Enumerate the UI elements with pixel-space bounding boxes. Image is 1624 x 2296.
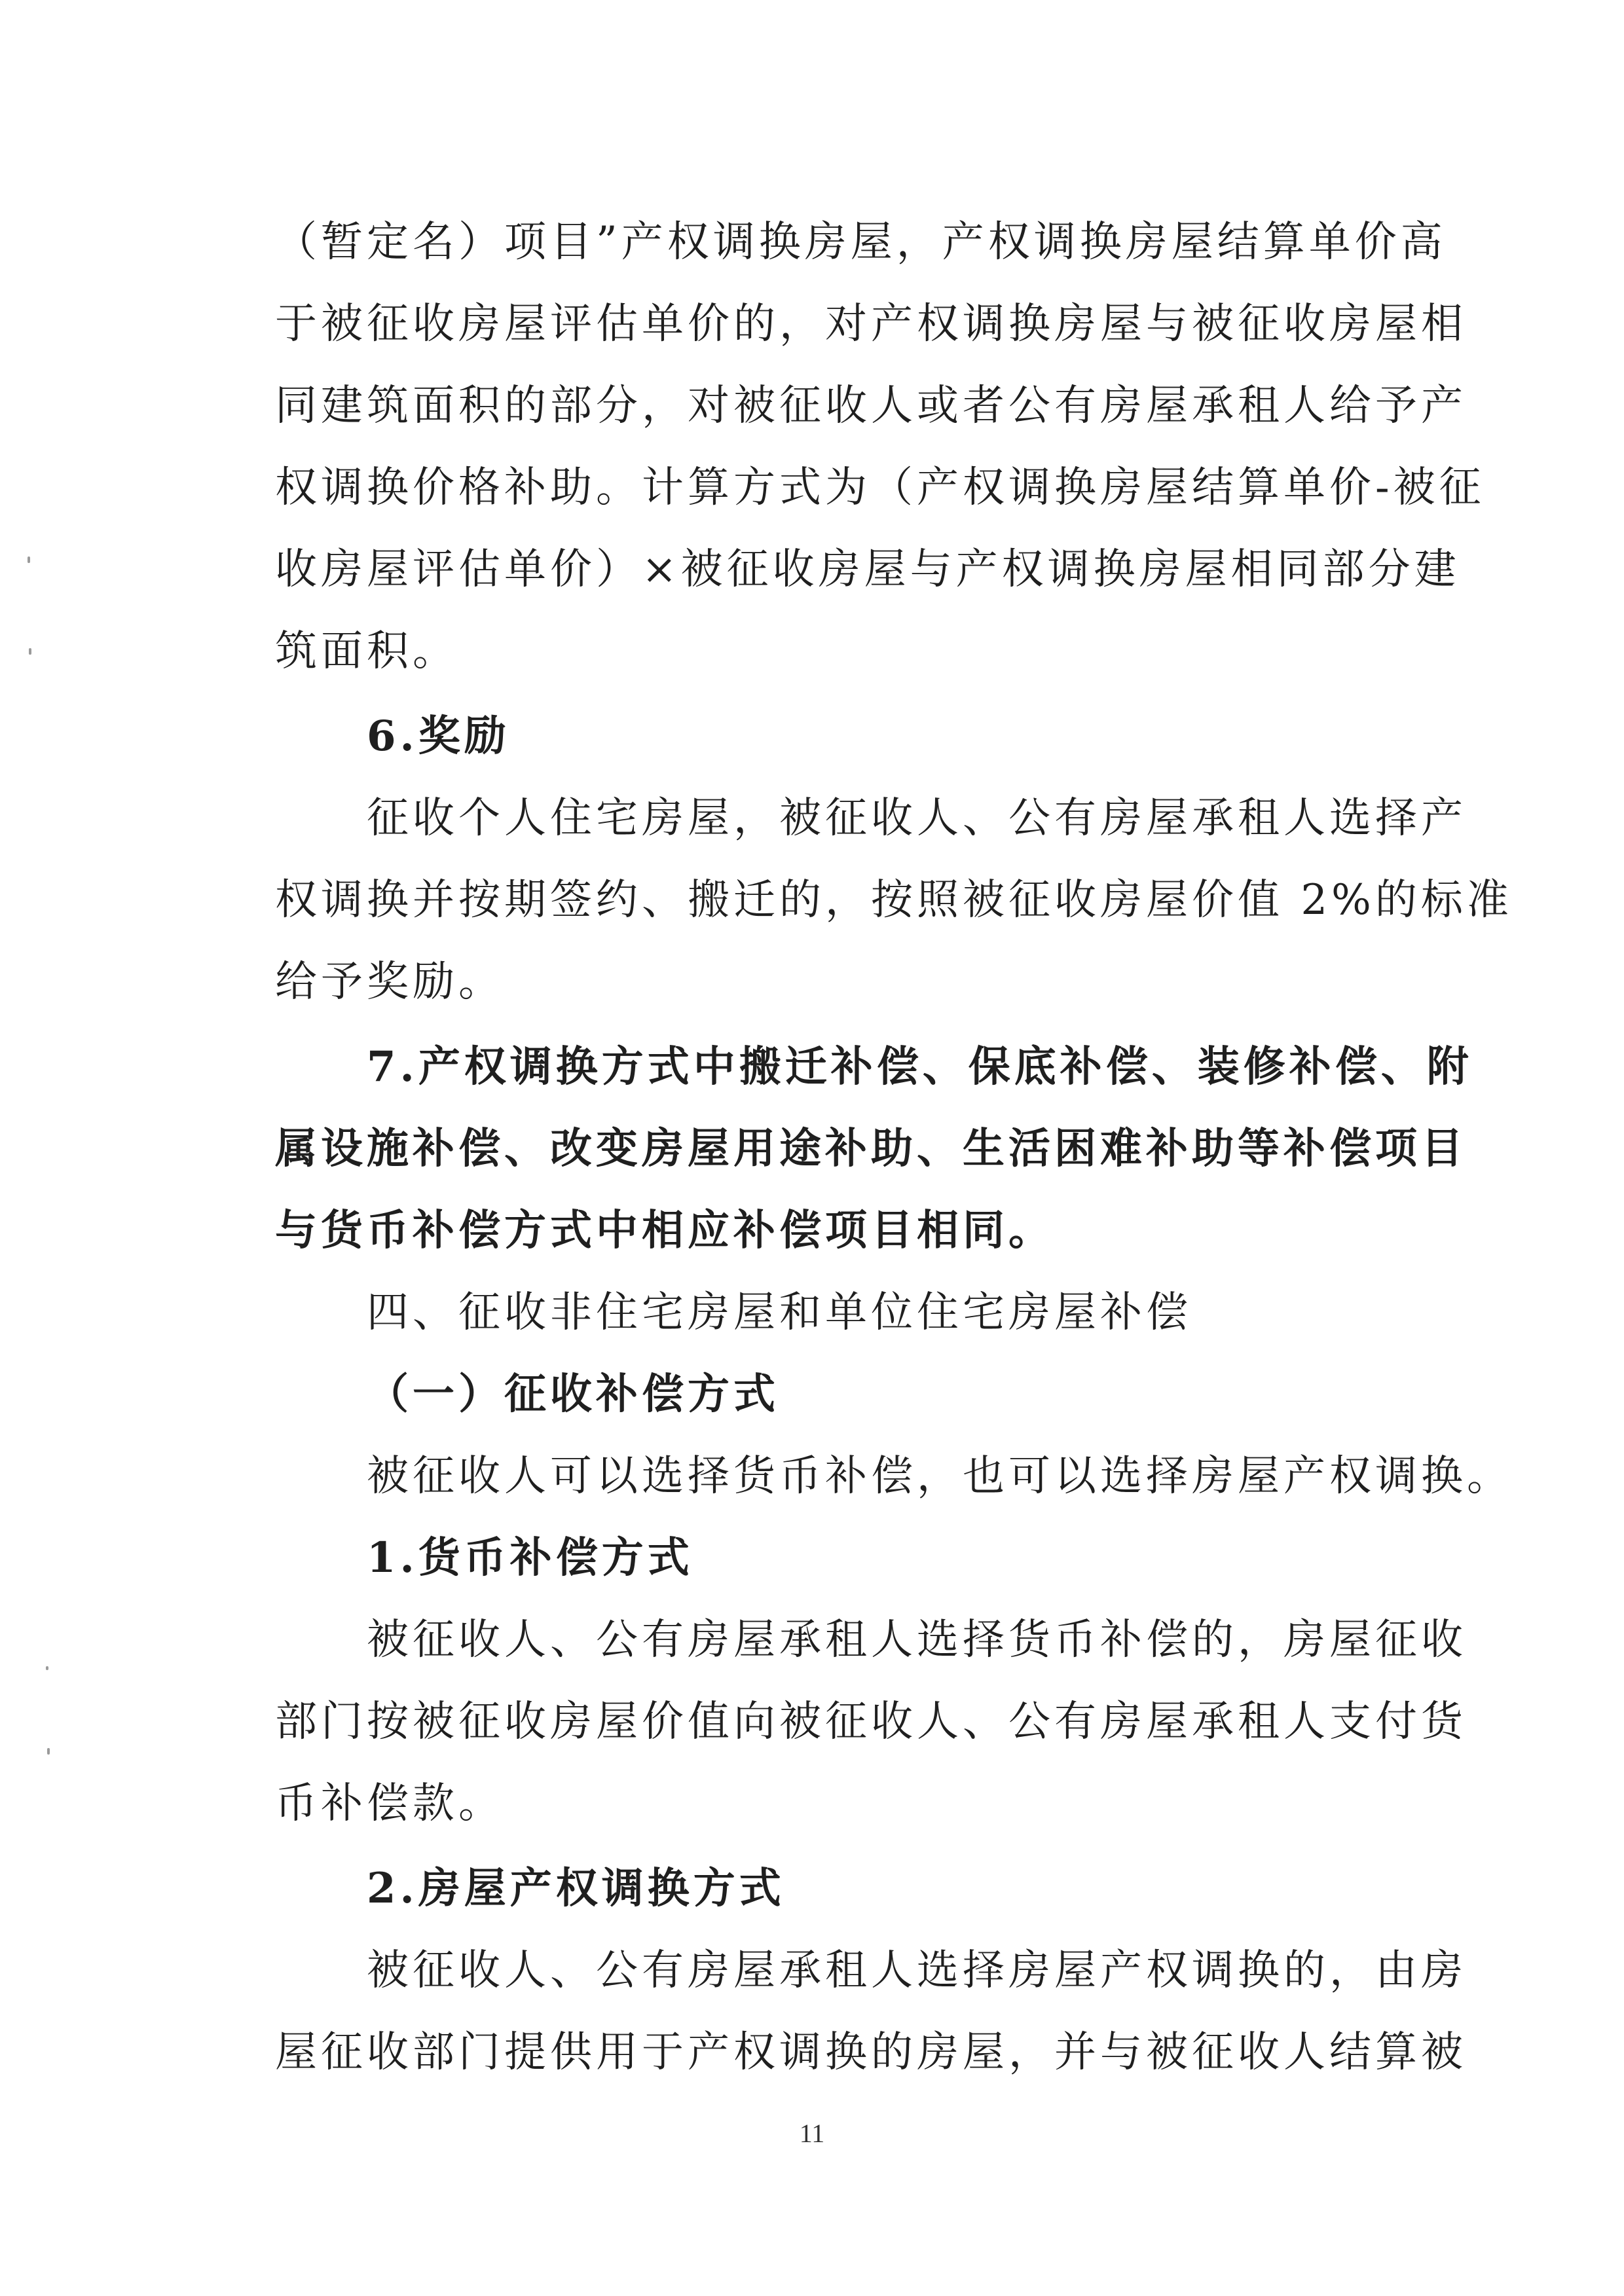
text-line: 权调换并按期签约、搬迁的，按照被征收房屋价值 2%的标准 xyxy=(275,876,1513,924)
text-line: 部门按被征收房屋价值向被征收人、公有房屋承租人支付货 xyxy=(275,1698,1467,1746)
scan-speck xyxy=(47,1748,50,1755)
subsection-heading: （一）征收补偿方式 xyxy=(367,1370,779,1419)
page-number: 11 xyxy=(799,2119,825,2148)
text-line: 给予奖励。 xyxy=(275,958,504,1006)
text-line: 被征收人、公有房屋承租人选择房屋产权调换的，由房 xyxy=(367,1946,1467,1995)
section-heading: 6.奖励 xyxy=(367,712,510,761)
scan-speck xyxy=(46,1666,48,1670)
section-heading: 属设施补偿、改变房屋用途补助、生活困难补助等补偿项目 xyxy=(275,1124,1467,1173)
section-heading: 2.房屋产权调换方式 xyxy=(367,1864,785,1913)
section-heading: 与货币补偿方式中相应补偿项目相同。 xyxy=(275,1206,1054,1255)
text-line: 筑面积。 xyxy=(275,627,458,676)
section-heading: 1.货币补偿方式 xyxy=(367,1533,693,1582)
text-line: 屋征收部门提供用于产权调换的房屋，并与被征收人结算被 xyxy=(275,2028,1467,2077)
scan-speck xyxy=(29,648,31,655)
text-line: 同建筑面积的部分，对被征收人或者公有房屋承租人给予产 xyxy=(275,382,1467,430)
text-line: 被征收人可以选择货币补偿，也可以选择房屋产权调换。 xyxy=(367,1452,1513,1501)
scan-speck xyxy=(28,556,30,563)
text-line: 于被征收房屋评估单价的，对产权调换房屋与被征收房屋相 xyxy=(275,300,1467,348)
chapter-heading: 四、征收非住宅房屋和单位住宅房屋补偿 xyxy=(367,1288,1192,1337)
text-line: 被征收人、公有房屋承租人选择货币补偿的，房屋征收 xyxy=(367,1616,1467,1664)
text-line: （暂定名）项目”产权调换房屋，产权调换房屋结算单价高 xyxy=(275,218,1447,266)
text-line: 征收个人住宅房屋，被征收人、公有房屋承租人选择产 xyxy=(367,794,1467,843)
section-heading: 7.产权调换方式中搬迁补偿、保底补偿、装修补偿、附 xyxy=(367,1042,1473,1091)
text-line: 权调换价格补助。计算方式为（产权调换房屋结算单价-被征 xyxy=(275,464,1485,512)
text-line: 收房屋评估单价）×被征收房屋与产权调换房屋相同部分建 xyxy=(275,545,1460,594)
text-line: 币补偿款。 xyxy=(275,1779,504,1828)
